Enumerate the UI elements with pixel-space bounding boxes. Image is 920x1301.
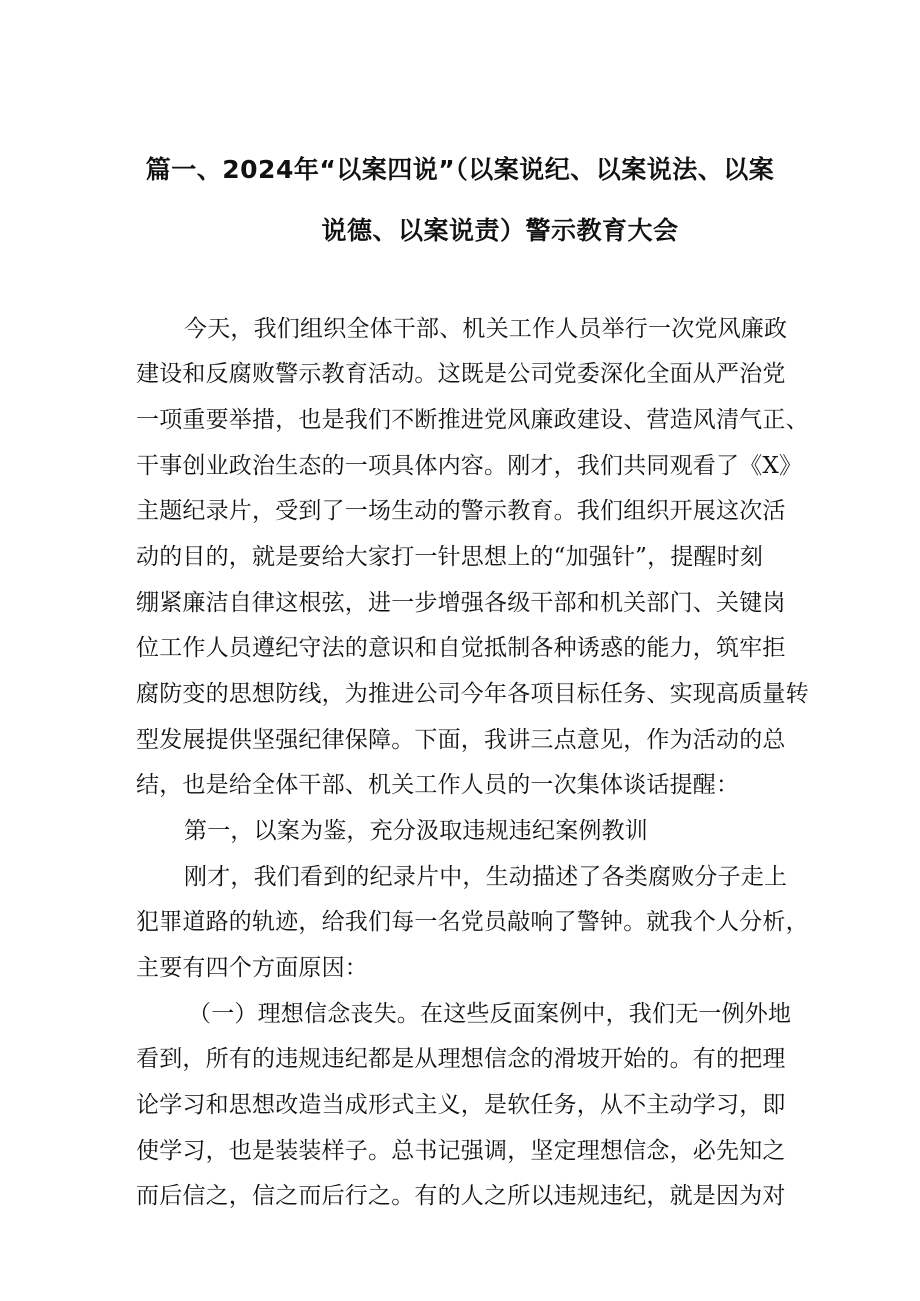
paragraph-line: 犯罪道路的轨迹，给我们每一名党员敲响了警钟。就我个人分析， <box>136 909 809 935</box>
document-title-line-1: 篇一、2024年“以案四说”（以案说纪、以案说法、以案 <box>145 155 775 184</box>
paragraph-line: 建设和反腐败警示教育活动。这既是公司党委深化全面从严治党 <box>136 361 786 387</box>
paragraph-line: 看到，所有的违规违纪都是从理想信念的滑坡开始的。有的把理 <box>136 1046 786 1072</box>
paragraph-line: 论学习和思想改造当成形式主义，是软任务，从不主动学习，即 <box>136 1092 786 1118</box>
paragraph-line: 干事创业政治生态的一项具体内容。刚才，我们共同观看了《X》 <box>136 453 803 479</box>
paragraph-line: 主要有四个方面原因： <box>136 955 368 981</box>
paragraph-line: 位工作人员遵纪守法的意识和自觉抵制各种诱惑的能力，筑牢拒 <box>136 635 786 661</box>
paragraph-line: 使学习，也是装装样子。总书记强调，坚定理想信念，必先知之 <box>136 1138 786 1164</box>
paragraph-line: 腐防变的思想防线，为推进公司今年各项目标任务、实现高质量转 <box>136 681 809 707</box>
paragraph-line: 一项重要举措，也是我们不断推进党风廉政建设、营造风清气正、 <box>136 407 809 433</box>
paragraph-line: 今天，我们组织全体干部、机关工作人员举行一次党风廉政 <box>184 316 788 342</box>
paragraph-line: 刚才，我们看到的纪录片中，生动描述了各类腐败分子走上 <box>184 864 788 890</box>
paragraph-line: （一）理想信念丧失。在这些反面案例中，我们无一例外地 <box>188 1001 792 1027</box>
paragraph-line: 主题纪录片，受到了一场生动的警示教育。我们组织开展这次活 <box>136 498 786 524</box>
paragraph-line: 型发展提供坚强纪律保障。下面，我讲三点意见，作为活动的总 <box>136 727 786 753</box>
paragraph-line: 结，也是给全体干部、机关工作人员的一次集体谈话提醒： <box>136 772 740 798</box>
document-title-line-2: 说德、以案说责）警示教育大会 <box>321 216 679 245</box>
section-heading: 第一，以案为鉴，充分汲取违规违纪案例教训 <box>184 818 648 844</box>
paragraph-line: 而后信之，信之而后行之。有的人之所以违规违纪，就是因为对 <box>136 1183 786 1209</box>
paragraph-line: 绷紧廉洁自律这根弦，进一步增强各级干部和机关部门、关键岗 <box>136 590 786 616</box>
paragraph-line: 动的目的，就是要给大家打一针思想上的“加强针”，提醒时刻 <box>136 544 764 570</box>
